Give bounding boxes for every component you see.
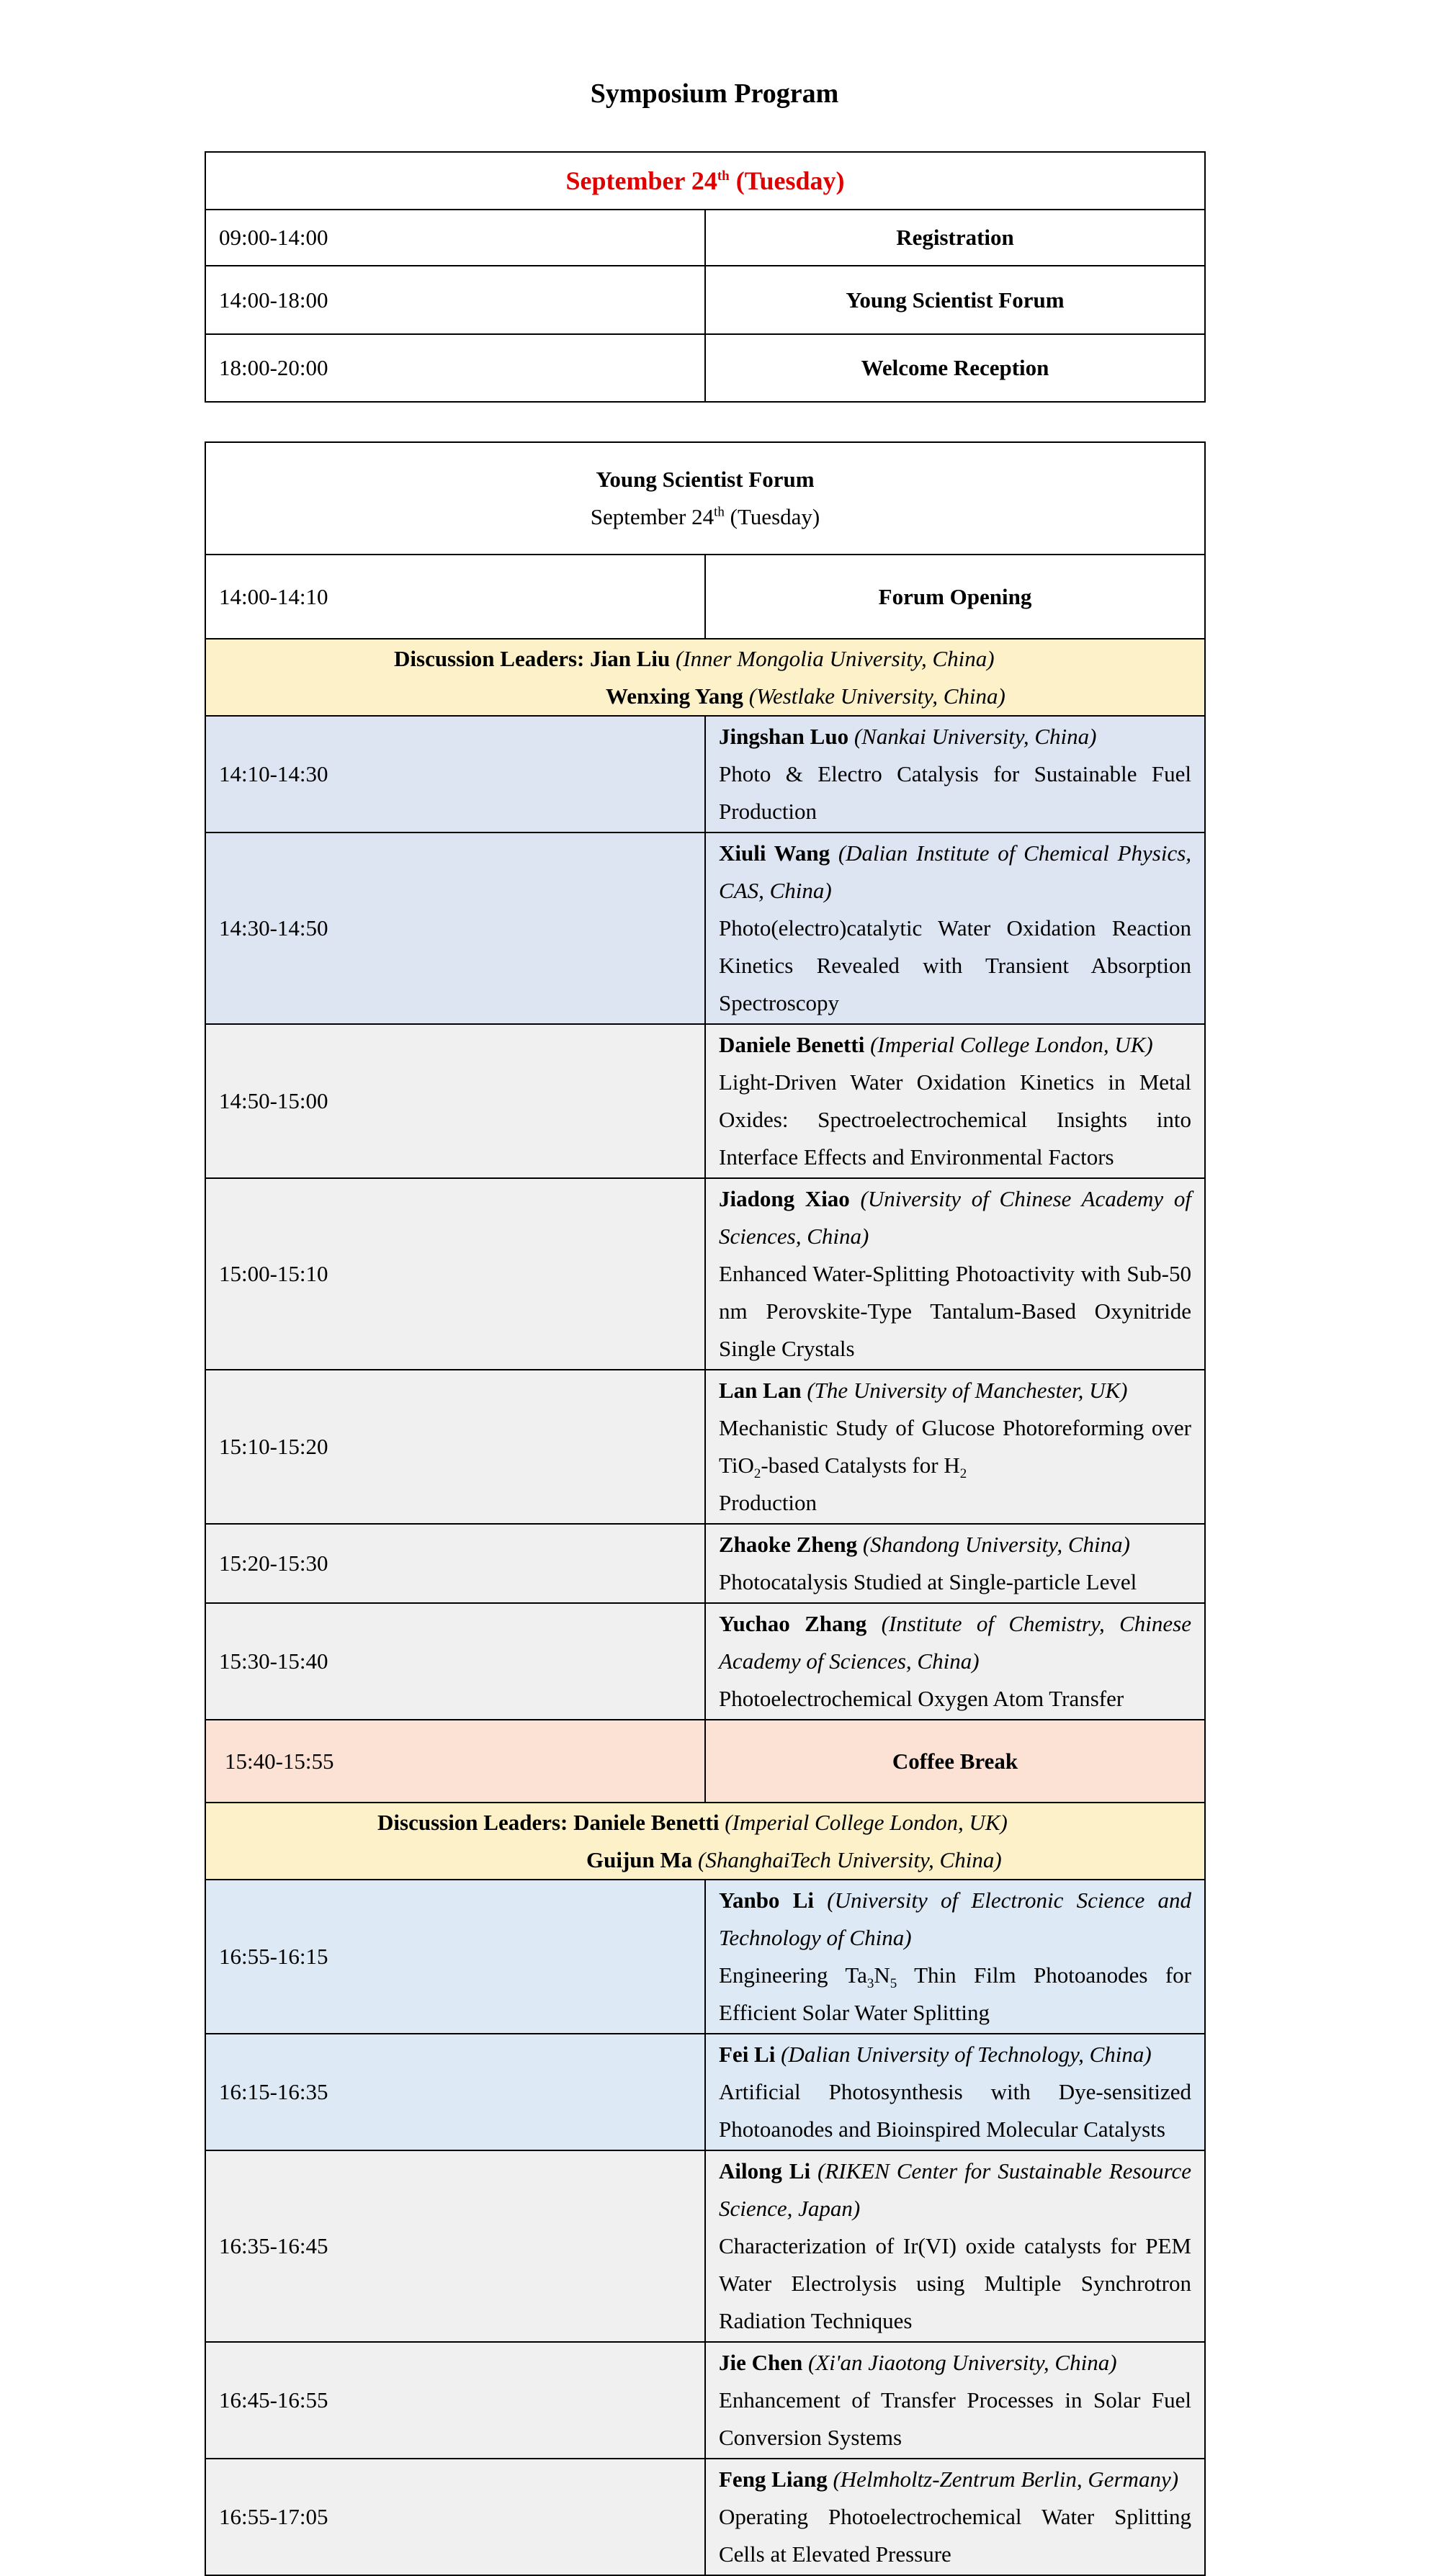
talk-details: Lan Lan (The University of Manchester, UK) Mechanistic Study of Glucose Photoreforming over TiO$_2$-based Catalysts for $H_2$ Production [705,1370,1205,1524]
day-schedule-table [205,151,1206,403]
talk-row [205,2342,1205,2459]
talk-details: Ailong Li (RIKEN Center for Sustainable Resource Science, Japan) Characterization of Ir(VI) oxide catalysts for PEM Water Electrolysis using Multiple Synchrotron Radiation Techniques [705,2150,1205,2342]
talk-time: 16:35-16:45 [205,2150,705,2342]
talk-details: Zhaoke Zheng (Shandong University, China) Photocatalysis Studied at Single-particle Level [705,1524,1205,1603]
talk-time: 14:30-14:50 [205,833,705,1024]
talk-details: Jingshan Luo (Nankai University, China) Photo & Electro Catalysis for Sustainable Fuel Production [705,716,1205,833]
forum-header [205,442,1205,555]
talk-row [205,716,1205,833]
discussion-leaders-1: Discussion Leaders: Jian Liu (Inner Mongolia University, China) Wenxing Yang (Westlake University, China) [205,639,1205,716]
coffee-break: Coffee Break [705,1720,1205,1803]
talk-time: 14:10-14:30 [205,716,705,833]
day-header: September 24th (Tuesday) [205,152,1205,210]
talk-details: Jiadong Xiao (University of Chinese Academy of Sciences, China) Enhanced Water-Splitting Photoactivity with Sub-50 nm Perovskite-Type Tantalum-Based Oxynitride Single Crystals [705,1178,1205,1370]
talk-time: 16:55-17:05 [205,2459,705,2575]
schedule-event: Young Scientist Forum [705,266,1205,334]
page-title: Symposium Program [590,78,839,109]
talk-time: 15:20-15:30 [205,1524,705,1603]
schedule-event: Welcome Reception [705,334,1205,402]
talk-row [205,1024,1205,1178]
talk-row [205,2034,1205,2150]
talk-row [205,2459,1205,2575]
talk-row [205,1370,1205,1524]
talk-time: 16:15-16:35 [205,2034,705,2150]
talk-row [205,833,1205,1024]
talk-row [205,1880,1205,2034]
talk-row [205,1603,1205,1720]
talk-row [205,1178,1205,1370]
schedule-time: 14:00-18:00 [205,266,705,334]
schedule-event: Registration [705,210,1205,266]
schedule-time: 18:00-20:00 [205,334,705,402]
talk-details: Xiuli Wang (Dalian Institute of Chemical Physics, CAS, China) Photo(electro)catalytic Water Oxidation Reaction Kinetics Revealed with Transient Absorption Spectroscopy [705,833,1205,1024]
coffee-time: 15:40-15:55 [205,1720,705,1803]
forum-table [205,441,1206,2576]
opening-time: 14:00-14:10 [205,555,705,639]
talk-row [205,1524,1205,1603]
talk-details: Yuchao Zhang (Institute of Chemistry, Chinese Academy of Sciences, China) Photoelectrochemical Oxygen Atom Transfer [705,1603,1205,1720]
talk-time: 16:45-16:55 [205,2342,705,2459]
talk-time: 16:55-16:15 [205,1880,705,2034]
talk-details: Yanbo Li (University of Electronic Science and Technology of China) Engineering $Ta_3N_5$ Thin Film Photoanodes for Efficient Solar Water Splitting [705,1880,1205,2034]
discussion-leaders-2: Discussion Leaders: Daniele Benetti (Imperial College London, UK) Guijun Ma (ShanghaiTech University, China) [205,1803,1205,1880]
talk-details: Feng Liang (Helmholtz-Zentrum Berlin, Germany) Operating Photoelectrochemical Water Splitting Cells at Elevated Pressure [705,2459,1205,2575]
talk-details: Daniele Benetti (Imperial College London, UK) Light-Driven Water Oxidation Kinetics in Metal Oxides: Spectroelectrochemical Insights into Interface Effects and Environmental Factors [705,1024,1205,1178]
talk-details: Fei Li (Dalian University of Technology, China) Artificial Photosynthesis with Dye-sensitized Photoanodes and Bioinspired Molecular Catalysts [705,2034,1205,2150]
forum-date: September 24th (Tuesday) [590,504,820,529]
talk-details: Jie Chen (Xi'an Jiaotong University, China) Enhancement of Transfer Processes in Solar Fuel Conversion Systems [705,2342,1205,2459]
talk-time: 15:10-15:20 [205,1370,705,1524]
talk-time: 14:50-15:00 [205,1024,705,1178]
talk-time: 15:00-15:10 [205,1178,705,1370]
talk-row [205,2150,1205,2342]
talk-time: 15:30-15:40 [205,1603,705,1720]
schedule-time: 09:00-14:00 [205,210,705,266]
opening-label: Forum Opening [705,555,1205,639]
forum-title: Young Scientist Forum [596,467,815,492]
